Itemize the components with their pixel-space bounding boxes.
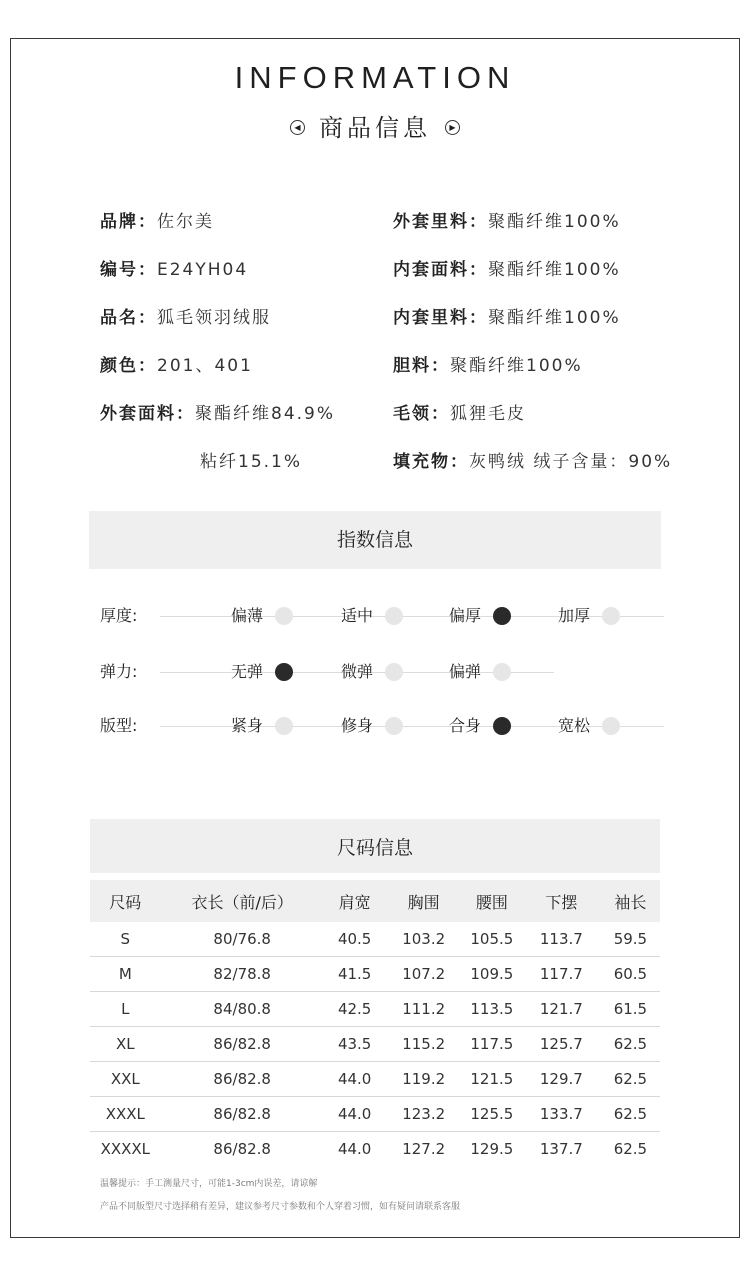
table-cell: 84/80.8 bbox=[161, 992, 324, 1027]
table-cell: 115.2 bbox=[386, 1027, 462, 1062]
option-dot bbox=[493, 663, 511, 681]
subtitle-text: 商品信息 bbox=[319, 114, 431, 142]
spec-code: 编号：E24YH04 bbox=[100, 260, 249, 280]
table-cell: XXXL bbox=[90, 1097, 161, 1132]
index-section-header bbox=[89, 511, 661, 569]
option-label: 紧身 bbox=[231, 716, 264, 735]
option-label: 微弹 bbox=[341, 662, 374, 681]
column-header: 腰围 bbox=[462, 880, 522, 922]
table-cell: 82/78.8 bbox=[161, 957, 324, 992]
table-cell: 62.5 bbox=[601, 1097, 660, 1132]
size-note-measurement: 温馨提示：手工测量尺寸，可能1-3cm内误差，请谅解 bbox=[100, 1179, 318, 1189]
column-header: 衣长（前/后） bbox=[161, 880, 324, 922]
table-cell: S bbox=[90, 922, 161, 957]
size-table-header-row bbox=[90, 880, 660, 922]
spec-outer-lining: 外套里料：聚酯纤维100% bbox=[393, 212, 621, 232]
table-cell: 103.2 bbox=[386, 922, 462, 957]
column-header: 袖长 bbox=[601, 880, 660, 922]
table-cell: 40.5 bbox=[324, 922, 386, 957]
spec-color: 颜色：201、401 bbox=[100, 356, 253, 376]
table-cell: 129.5 bbox=[470, 1140, 514, 1158]
table-cell: 62.5 bbox=[601, 1062, 660, 1097]
size-section-header bbox=[90, 819, 660, 873]
spec-inner-fabric: 内套面料：聚酯纤维100% bbox=[393, 260, 621, 280]
column-header: 肩宽 bbox=[324, 880, 386, 922]
spec-outer-fabric-2: 粘纤15.1% bbox=[200, 452, 303, 472]
index-section-title: 指数信息 bbox=[336, 529, 413, 551]
table-cell: 123.2 bbox=[386, 1097, 462, 1132]
spec-outer-fabric: 外套面料：聚酯纤维84.9% bbox=[100, 404, 336, 424]
option-dot bbox=[275, 607, 293, 625]
table-cell: M bbox=[90, 957, 161, 992]
table-cell: 44.0 bbox=[324, 1097, 386, 1132]
table-cell: 121.5 bbox=[462, 1062, 522, 1097]
option-label: 合身 bbox=[449, 716, 482, 735]
page-title: INFORMATION bbox=[234, 60, 516, 95]
option-label: 修身 bbox=[341, 716, 374, 735]
spec-name: 品名：狐毛领羽绒服 bbox=[100, 308, 271, 328]
table-cell: 60.5 bbox=[601, 957, 660, 992]
table-cell: L bbox=[90, 992, 161, 1027]
index-row-elasticity bbox=[0, 660, 750, 684]
table-cell: XL bbox=[90, 1027, 161, 1062]
option-dot bbox=[385, 717, 403, 735]
table-cell: 43.5 bbox=[324, 1027, 386, 1062]
table-cell: 117.7 bbox=[522, 957, 601, 992]
option-dot-selected bbox=[493, 607, 511, 625]
option-dot bbox=[275, 717, 293, 735]
table-cell: XXL bbox=[90, 1062, 161, 1097]
table-cell: 59.5 bbox=[601, 922, 660, 957]
option-label: 偏薄 bbox=[231, 606, 264, 625]
option-label: 偏厚 bbox=[449, 606, 482, 625]
table-cell: 44.0 bbox=[337, 1140, 372, 1158]
table-cell: 44.0 bbox=[324, 1062, 386, 1097]
spec-filling: 填充物：灰鸭绒 绒子含量：90% bbox=[393, 452, 673, 472]
spec-fur-collar: 毛领：狐狸毛皮 bbox=[393, 404, 526, 424]
index-label-fit: 版型: bbox=[100, 716, 138, 735]
size-table bbox=[90, 880, 660, 1166]
table-cell: 119.2 bbox=[386, 1062, 462, 1097]
spec-brand: 品牌：佐尔美 bbox=[100, 212, 214, 232]
spec-inner-lining: 内套里料：聚酯纤维100% bbox=[393, 308, 621, 328]
right-arrow-icon: ▶ bbox=[445, 120, 460, 135]
index-label-elasticity: 弹力: bbox=[100, 662, 138, 681]
table-row bbox=[90, 957, 660, 992]
table-cell: XXXXL bbox=[100, 1140, 151, 1158]
page-subtitle bbox=[0, 108, 750, 143]
table-cell: 86/82.8 bbox=[213, 1140, 271, 1158]
table-cell: 109.5 bbox=[462, 957, 522, 992]
table-cell: 127.2 bbox=[402, 1140, 446, 1158]
index-row-fit bbox=[0, 714, 750, 738]
table-cell: 41.5 bbox=[324, 957, 386, 992]
table-row bbox=[90, 1062, 660, 1097]
table-cell: 129.7 bbox=[522, 1062, 601, 1097]
option-dot bbox=[385, 663, 403, 681]
option-dot bbox=[602, 717, 620, 735]
index-row-thickness bbox=[0, 604, 750, 628]
size-note-fit: 产品不同版型尺寸选择稍有差异，建议参考尺寸参数和个人穿着习惯，如有疑问请联系客服 bbox=[100, 1202, 461, 1212]
option-label: 无弹 bbox=[231, 662, 264, 681]
size-section-title: 尺码信息 bbox=[336, 837, 413, 859]
table-cell: 111.2 bbox=[386, 992, 462, 1027]
option-label: 加厚 bbox=[558, 606, 591, 625]
option-dot-selected bbox=[275, 663, 293, 681]
table-cell: 125.7 bbox=[522, 1027, 601, 1062]
table-cell: 105.5 bbox=[462, 922, 522, 957]
column-header: 胸围 bbox=[386, 880, 462, 922]
table-cell: 86/82.8 bbox=[161, 1062, 324, 1097]
table-row bbox=[90, 992, 660, 1027]
table-cell: 133.7 bbox=[522, 1097, 601, 1132]
table-row bbox=[90, 1027, 660, 1062]
table-cell: 113.5 bbox=[462, 992, 522, 1027]
option-dot bbox=[602, 607, 620, 625]
option-label: 偏弹 bbox=[449, 662, 482, 681]
table-cell: 42.5 bbox=[324, 992, 386, 1027]
table-cell: 86/82.8 bbox=[161, 1027, 324, 1062]
table-cell: 62.5 bbox=[601, 1027, 660, 1062]
spec-core-material: 胆料：聚酯纤维100% bbox=[393, 356, 583, 376]
table-cell: 117.5 bbox=[462, 1027, 522, 1062]
option-label: 宽松 bbox=[558, 716, 591, 735]
table-cell: 86/82.8 bbox=[161, 1097, 324, 1132]
option-label: 适中 bbox=[341, 606, 374, 625]
table-cell: 62.5 bbox=[613, 1140, 648, 1158]
table-cell: 61.5 bbox=[601, 992, 660, 1027]
left-arrow-icon: ◀ bbox=[290, 120, 305, 135]
column-header: 尺码 bbox=[90, 880, 161, 922]
column-header: 下摆 bbox=[522, 880, 601, 922]
table-row bbox=[90, 1097, 660, 1132]
table-cell: 80/76.8 bbox=[161, 922, 324, 957]
option-dot bbox=[385, 607, 403, 625]
table-cell: 113.7 bbox=[522, 922, 601, 957]
table-cell: 121.7 bbox=[522, 992, 601, 1027]
table-cell: 137.7 bbox=[539, 1140, 583, 1158]
table-cell: 107.2 bbox=[386, 957, 462, 992]
table-row bbox=[90, 922, 660, 957]
index-label-thickness: 厚度: bbox=[100, 606, 138, 625]
table-row bbox=[90, 1132, 660, 1167]
table-cell: 125.5 bbox=[462, 1097, 522, 1132]
option-dot-selected bbox=[493, 717, 511, 735]
